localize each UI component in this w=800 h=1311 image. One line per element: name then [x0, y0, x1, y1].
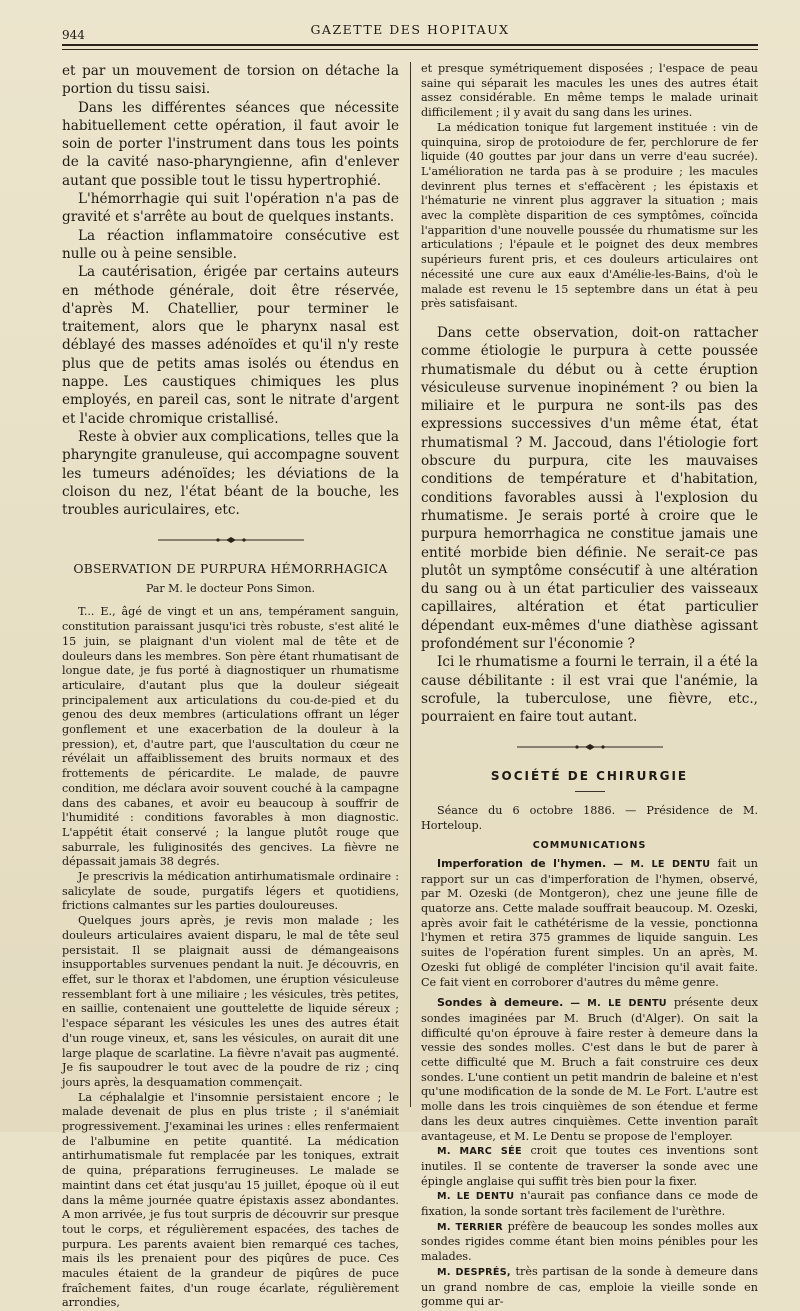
discussion-text: n'aurait pas confiance dans ce mode de fixation, la sonde sortant très facilement de l'urèthre.: [421, 1189, 759, 1219]
speaker-name: — M. LE DENTU: [613, 858, 711, 870]
speaker-name: — M. LE DENTU: [570, 998, 667, 1010]
ornamental-divider: [421, 736, 758, 755]
discussion-le-dentu: [421, 1189, 758, 1219]
paragraph: et presque symétriquement disposées ; l'espace de peau saine qui séparait les macules les unes des autres était assez considérable. En même temps le malade urinait difficilement ; il y avait du sang dans les urines.: [421, 62, 758, 120]
left-column: [62, 62, 399, 1310]
communication-text: présente deux sondes imaginées par M. Bruch (d'Alger). On sait la difficulté qu'on éprouve à faire rester à demeure dans la vessie des sondes molles. C'est dans le but de parer à cette difficulté que M. Bruch a fait construire ces deux sondes. L'une contient un petit mandrin de baleine et n'est qu'une modification de la sonde de M. Le Fort. L'autre est molle dans les trois cinquièmes de son étendue et ferme dans les deux autres cinquièmes. Cette invention paraît avantageuse, et M. Le Dentu se propose de l'employer.: [421, 996, 758, 1143]
paragraph: Dans les différentes séances que nécessite habituellement cette opération, il faut avoir le soin de porter l'instrument dans tous les points de la cavité naso-pharyngienne, afin d'enlever autant que possible tout le tissu hypertrophié.: [62, 99, 399, 189]
ornament-rule-icon: [156, 536, 306, 544]
paragraph: La réaction inflammatoire consécutive est nulle ou à peine sensible.: [62, 227, 399, 262]
discussion-text: très partisan de la sonde à demeure dans un grand nombre de cas, emploie la vieille sonde en gomme qui ar-: [421, 1264, 758, 1309]
observation-byline: Par M. le docteur Pons Simon.: [145, 582, 316, 596]
paragraph: et par un mouvement de torsion on détache la portion du tissu saisi.: [62, 63, 399, 98]
short-rule: [575, 791, 605, 792]
communication-text: fait un rapport sur un cas d'imperforation de l'hymen, observé, par M. Ozeski (de Montgeron), chez une jeune fille de quatorze ans. Cette malade souffrait beaucoup. M. Ozeski, après avoir fait le cathétérisme de la vessie, ponctionna l'hymen et retira 375 grammes de liquide sanguin. Les suites de l'opération furent simples. Un an après, M. Ozeski fut obligé de compléter l'incision qu'il avait faite. Ce fait vient en corroborer d'autres du même genre.: [421, 856, 758, 989]
ornamental-divider: [62, 529, 399, 548]
communication-sondes: [421, 996, 758, 1144]
column-divider: [410, 62, 411, 1107]
observation-title: OBSERVATION DE PURPURA HÉMORRHAGICA: [73, 562, 388, 577]
session-line: Séance du 6 octobre 1886. — Présidence de M. Horteloup.: [421, 804, 758, 833]
ornament-rule-icon: [515, 743, 665, 751]
rubric: Imperforation de l'hymen.: [437, 856, 607, 870]
speaker-name: M. TERRIER: [437, 1221, 503, 1233]
discussion-text: préfère de beaucoup les sondes molles aux sondes rigides comme étant bien moins pénibles pour les malades.: [421, 1219, 758, 1264]
discussion-text: croit que toutes ces inventions sont inutiles. Il se contente de traverser la sonde avec une épingle anglaise qui suffit très bien pour la fixer.: [421, 1144, 758, 1188]
discussion-despres: [421, 1265, 758, 1310]
discussion-see: [421, 1144, 758, 1189]
journal-title: GAZETTE DES HOPITAUX: [310, 22, 510, 37]
speaker-name: M. DESPRÉS,: [437, 1266, 511, 1278]
header-double-rule: [62, 44, 758, 50]
communications-heading: COMMUNICATIONS: [532, 839, 647, 851]
paragraph: Je prescrivis la médication antirhumatismale ordinaire : salicylate de soude, purgatifs légers et quotidiens, frictions calmantes sur les parties douloureuses.: [62, 870, 399, 913]
paragraph: Ici le rhumatisme a fourni le terrain, il a été la cause débilitante : il est vrai que l'anémie, la scrofule, la tuberculose, une fièvre, etc., pourraient en faire tout autant.: [421, 654, 758, 726]
paragraph: Quelques jours après, je revis mon malade ; les douleurs articulaires avaient disparu, le mal de tête seul persistait. Il se plaignait aussi de démangeaisons insupportables survenues pendant la nuit. Je découvris, en effet, sur le thorax et l'abdomen, une éruption vésiculeuse ressemblant fort à une miliaire ; les vésicules, très petites, en saillie, contenaient une gouttelette de liquide séreux ; l'espace séparant les vésicules les unes des autres était d'un rouge vineux, et, sans les vésicules, on aurait dit une large plaque de scarlatine. La fièvre n'avait pas augmenté. Je fis saupoudrer le tout avec de la poudre de riz ; cinq jours après, la desquamation commençait.: [62, 914, 399, 1089]
discussion-terrier: [421, 1220, 758, 1265]
society-title: SOCIÉTÉ DE CHIRURGIE: [490, 769, 689, 784]
communication-hymen: [421, 857, 758, 990]
paragraph: La médication tonique fut largement instituée : vin de quinquina, sirop de protoiodure de fer, perchlorure de fer liquide (40 gouttes par jour dans un verre d'eau sucrée). L'amélioration ne tarda pas à se produire ; les macules devinrent plus ternes et s'effacèrent ; les épistaxis et l'hématurie ne vinrent plus aggraver la situation ; mais avec la complète disparition de ces symptômes, coïncida l'apparition d'une nouvelle poussée du rhumatisme sur les articulations ; l'épaule et le poignet des deux membres supérieurs furent pris, et ces douleurs articulaires ont nécessité une cure aux eaux d'Amélie-les-Bains, d'où le malade est revenu le 15 septembre dans un état à peu près satisfaisant.: [421, 120, 758, 311]
page-number: 944: [62, 28, 85, 42]
paragraph: T... E., âgé de vingt et un ans, tempérament sanguin, constitution paraissant jusqu'ici très robuste, s'est alité le 15 juin, se plaignant d'un violent mal de tête et de douleurs dans les membres. Son père étant rhumatisant de longue date, je fus porté à diagnostiquer un rhumatisme articulaire, d'autant plus que la douleur siégeait principalement aux articulations du cou-de-pied et du genou des deux membres (articulations offrant un léger gonflement et une exacerbation de la douleur à la pression), et, d'autre part, que l'auscultation du cœur ne révélait un affaiblissement des bruits normaux et des frottements de péricardite. Le malade, de pauvre condition, me déclara avoir souvent couché à la campagne dans des cabanes, et avoir eu beaucoup à souffrir de l'humidité : conditions favorables à mon diagnostic. L'appétit était conservé ; la langue plutôt rouge que saburrale, les fuliginosités des gencives. La fièvre ne dépassait jamais 38 degrés.: [62, 605, 399, 869]
right-column: [421, 62, 759, 1309]
paragraph: Reste à obvier aux complications, telles que la pharyngite granuleuse, qui accompagne souvent les tumeurs adénoïdes; les déviations de la cloison du nez, l'état béant de la bouche, les troubles auriculaires, etc.: [62, 428, 399, 519]
paragraph: Dans cette observation, doit-on rattacher comme étiologie le purpura à cette poussée rhumatismale du début ou à cette éruption vésiculeuse survenue inopinément ? ou bien la miliaire et le purpura ne sont-ils pas des expressions successives d'un même état, état rhumatismal ? M. Jaccoud, dans l'étiologie fort obscure du purpura, cite les mauvaises conditions de température et d'habitation, conditions favorables aussi à l'explosion du rhumatisme. Je serais porté à croire que le purpura hemorrhagica ne constitue jamais une entité morbide bien définie. Ne serait-ce pas plutôt un symptôme consécutif à une altération du sang ou à un état particulier des vaisseaux capillaires, altération et état particulier dépendant eux-mêmes d'une diathèse agissant profondément sur l'économie ?: [421, 324, 758, 652]
speaker-name: M. MARC SÉE: [437, 1146, 522, 1158]
paragraph: La cautérisation, érigée par certains auteurs en méthode générale, doit être réservée, d'après M. Chatellier, pour terminer le traitement, alors que le pharynx nasal est déblayé des masses adénoïdes et qu'il n'y reste plus que de petits amas isolés ou étendus en nappe. Les caustiques chimiques les plus employés, en pareil cas, sont le nitrate d'argent et l'acide chromique cristallisé.: [62, 264, 399, 427]
speaker-name: M. LE DENTU: [437, 1191, 515, 1203]
page-header: [62, 20, 758, 42]
paragraph: L'hémorrhagie qui suit l'opération n'a pas de gravité et s'arrête au bout de quelques instants.: [62, 191, 399, 226]
rubric: Sondes à demeure.: [437, 996, 564, 1010]
paragraph: La céphalalgie et l'insomnie persistaient encore ; le malade devenait de plus en plus triste ; il s'anémiait progressivement. J'examinai les urines : elles renfermaient de l'albumine en petite quantité. La médication antirhumatismale fut remplacée par les toniques, extrait de quina, préparations ferrugineuses. Le malade se maintint dans cet état jusqu'au 15 juillet, époque où il eut dans la même journée quatre épistaxis assez abondantes. A mon arrivée, je fus tout surpris de découvrir sur presque tout le corps, et régulièrement espacées, des taches de purpura. Les parents avaient bien remarqué ces taches, mais ils les prenaient pour des piqûres de puce. Ces macules étaient de la grandeur de piqûres de puce fraîchement faites, d'un rouge écarlate, régulièrement arrondies,: [62, 1090, 399, 1310]
